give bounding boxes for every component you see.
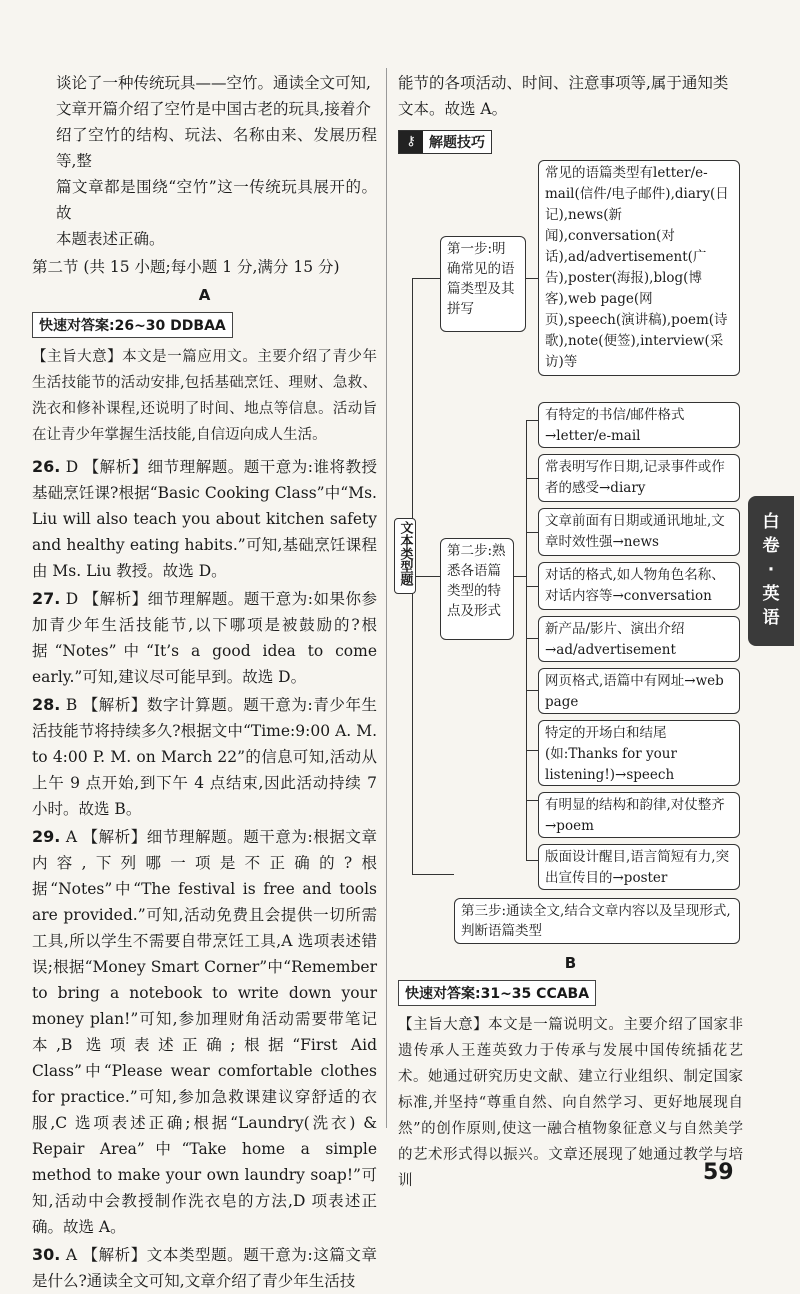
question-29	[32, 824, 377, 1240]
item-link-1	[526, 420, 538, 421]
question-28	[32, 692, 377, 822]
item-link-4	[526, 586, 538, 587]
mind-map	[397, 160, 743, 939]
passage-letter-a: A	[198, 286, 211, 304]
type-item-2: 常表明写作日期,记录事件或作者的感受→diary	[538, 454, 740, 502]
intro-line-1: 谈论了一种传统玩具——空竹。通读全文可知,	[56, 74, 371, 92]
right-column	[398, 70, 743, 1194]
item-link-2	[526, 478, 538, 479]
question-29-text: A 【解析】细节理解题。题干意为:根据文章内容,下列哪一项是不正确的?根据“Notes”中“The festival is free and tools are provided.”可知,活动免费且会提供一切所需工具,所以学生不需要自带烹饪工具,A 选项表述错误;根据“Money Smart Corner”中“Remember to bring a notebook to write down your money plan!”可知,参加理财角活动需要带笔记本,B 选项表述正确;根据“First Aid Class”中“Please wear comfortable clothes for practice.”可知,参加急救课建议穿舒适的衣服,C 选项表述正确;根据“Laundry(洗衣) & Repair Area”中“Take home a simple method to make your own laundry soap!”可知,活动中会教授制作洗衣皂的方法,D 项表述正确。故选 A。	[32, 828, 377, 1236]
side-tab-char-1: 白	[762, 512, 780, 532]
item-link-6	[526, 690, 538, 691]
question-27	[32, 586, 377, 690]
question-26	[32, 454, 377, 584]
quick-answer-b: 快速对答案:31~35 CCABA	[398, 980, 596, 1006]
step-1-box: 第一步:明确常见的语篇类型及其拼写	[440, 236, 526, 332]
question-28-number: 28.	[32, 695, 61, 714]
key-icon: ⚷	[399, 131, 423, 153]
intro-line-3: 绍了空竹的结构、玩法、名称由来、发展历程等,整	[56, 126, 377, 170]
side-tab-char-2: 卷	[762, 536, 780, 556]
continuation-line-1: 能节的各项活动、时间、注意事项等,属于通知类	[398, 74, 729, 92]
type-item-4: 对话的格式,如人物角色名称、对话内容等→conversation	[538, 562, 740, 610]
question-30-number: 30.	[32, 1245, 61, 1264]
item-link-3	[526, 532, 538, 533]
item-link-8	[526, 800, 538, 801]
intro-line-2: 文章开篇介绍了空竹是中国古老的玩具,接着介	[56, 100, 371, 118]
intro-line-5: 本题表述正确。	[56, 230, 165, 248]
step2-link	[514, 576, 526, 577]
question-30	[32, 1242, 377, 1294]
page-number: 59	[703, 1160, 734, 1185]
question-29-number: 29.	[32, 827, 61, 846]
left-column	[32, 70, 377, 1294]
type-item-6: 网页格式,语篇中有网址→web page	[538, 668, 740, 714]
map-branch-3	[412, 874, 454, 875]
summary-a: 【主旨大意】本文是一篇应用文。主要介绍了青少年生活技能节的活动安排,包括基础烹饪、理财、急救、洗衣和修补课程,还说明了时间、地点等信息。活动旨在让青少年掌握生活技能,自信迈向成人生活。	[32, 349, 377, 443]
tips-header	[398, 130, 492, 154]
step2-bracket-tail	[526, 800, 527, 860]
type-item-5: 新产品/影片、演出介绍→ad/advertisement	[538, 616, 740, 662]
type-item-9: 版面设计醒目,语言简短有力,突出宣传目的→poster	[538, 844, 740, 890]
type-item-3: 文章前面有日期或通讯地址,文章时效性强→news	[538, 508, 740, 556]
section-title: 第二节 (共 15 小题;每小题 1 分,满分 15 分)	[32, 258, 340, 276]
side-tab-char-4: 英	[762, 584, 780, 604]
map-branch-2	[412, 576, 440, 577]
quick-answer-a: 快速对答案:26~30 DDBAA	[32, 312, 233, 338]
step-3-box: 第三步:通读全文,结合文章内容以及呈现形式,判断语篇类型	[454, 898, 740, 944]
intro-line-4: 篇文章都是围绕“空竹”这一传统玩具展开的。故	[56, 178, 377, 222]
side-tab-char-3: ·	[767, 560, 775, 580]
map-branch-1	[412, 278, 440, 279]
question-27-text: D 【解析】细节理解题。题干意为:如果你参加青少年生活技能节,以下哪项是被鼓励的?根据“Notes”中“It’s a good idea to come early.”可知,建议尽可能早到。故选 D。	[32, 590, 377, 686]
type-item-8: 有明显的结构和韵律,对仗整齐→poem	[538, 792, 740, 838]
step-1-detail: 常见的语篇类型有letter/e-mail(信件/电子邮件),diary(日记),news(新闻),conversation(对话),ad/advertisement(广告),poster(海报),blog(博客),web page(网页),speech(演讲稿),poem(诗歌),note(便签),interview(采访)等	[538, 160, 740, 376]
question-30-text: A 【解析】文本类型题。题干意为:这篇文章是什么?通读全文可知,文章介绍了青少年生活技	[32, 1246, 377, 1290]
step-2-box: 第二步:熟悉各语篇类型的特点及形式	[440, 538, 514, 640]
map-title	[394, 518, 416, 594]
step2-bracket-line	[526, 420, 527, 800]
passage-letter-b: B	[564, 954, 577, 972]
question-26-number: 26.	[32, 457, 61, 476]
summary-b: 【主旨大意】本文是一篇说明文。主要介绍了国家非遗传承人王莲英致力于传承与发展中国传统插花艺术。她通过研究历史文献、建立行业组织、制定国家标准,并坚持“尊重自然、向自然学习、更好地展现自然”的创作原则,使这一融合植物象征意义与自然美学的艺术形式得以振兴。文章还展现了她通过教学与培训	[398, 1017, 743, 1189]
side-tab-char-5: 语	[762, 608, 780, 628]
type-item-7: 特定的开场白和结尾(如:Thanks for your listening!)→speech	[538, 720, 740, 786]
question-27-number: 27.	[32, 589, 61, 608]
side-tab	[748, 496, 794, 646]
item-link-5	[526, 638, 538, 639]
step1-link	[526, 278, 538, 279]
continuation-line-2: 文本。故选 A。	[398, 100, 508, 118]
column-divider	[386, 68, 387, 1128]
question-26-text: D 【解析】细节理解题。题干意为:谁将教授基础烹饪课?根据“Basic Cooking Class”中“Ms. Liu will also teach you about kitchen safety and healthy eating habits.”可知,基础烹饪课程由 Ms. Liu 教授。故选 D。	[32, 458, 377, 580]
tips-label: 解题技巧	[429, 135, 485, 151]
map-title-text: 文本类型题	[397, 521, 413, 586]
item-link-7	[526, 750, 538, 751]
question-28-text: B 【解析】数字计算题。题干意为:青少年生活技能节将持续多久?根据文中“Time:9:00 A. M. to 4:00 P. M. on March 22”的信息可知,活动从上午 9 点开始,到下午 4 点结束,因此活动持续 7 小时。故选 B。	[32, 696, 377, 818]
item-link-9	[526, 860, 538, 861]
type-item-1: 有特定的书信/邮件格式→letter/e-mail	[538, 402, 740, 448]
